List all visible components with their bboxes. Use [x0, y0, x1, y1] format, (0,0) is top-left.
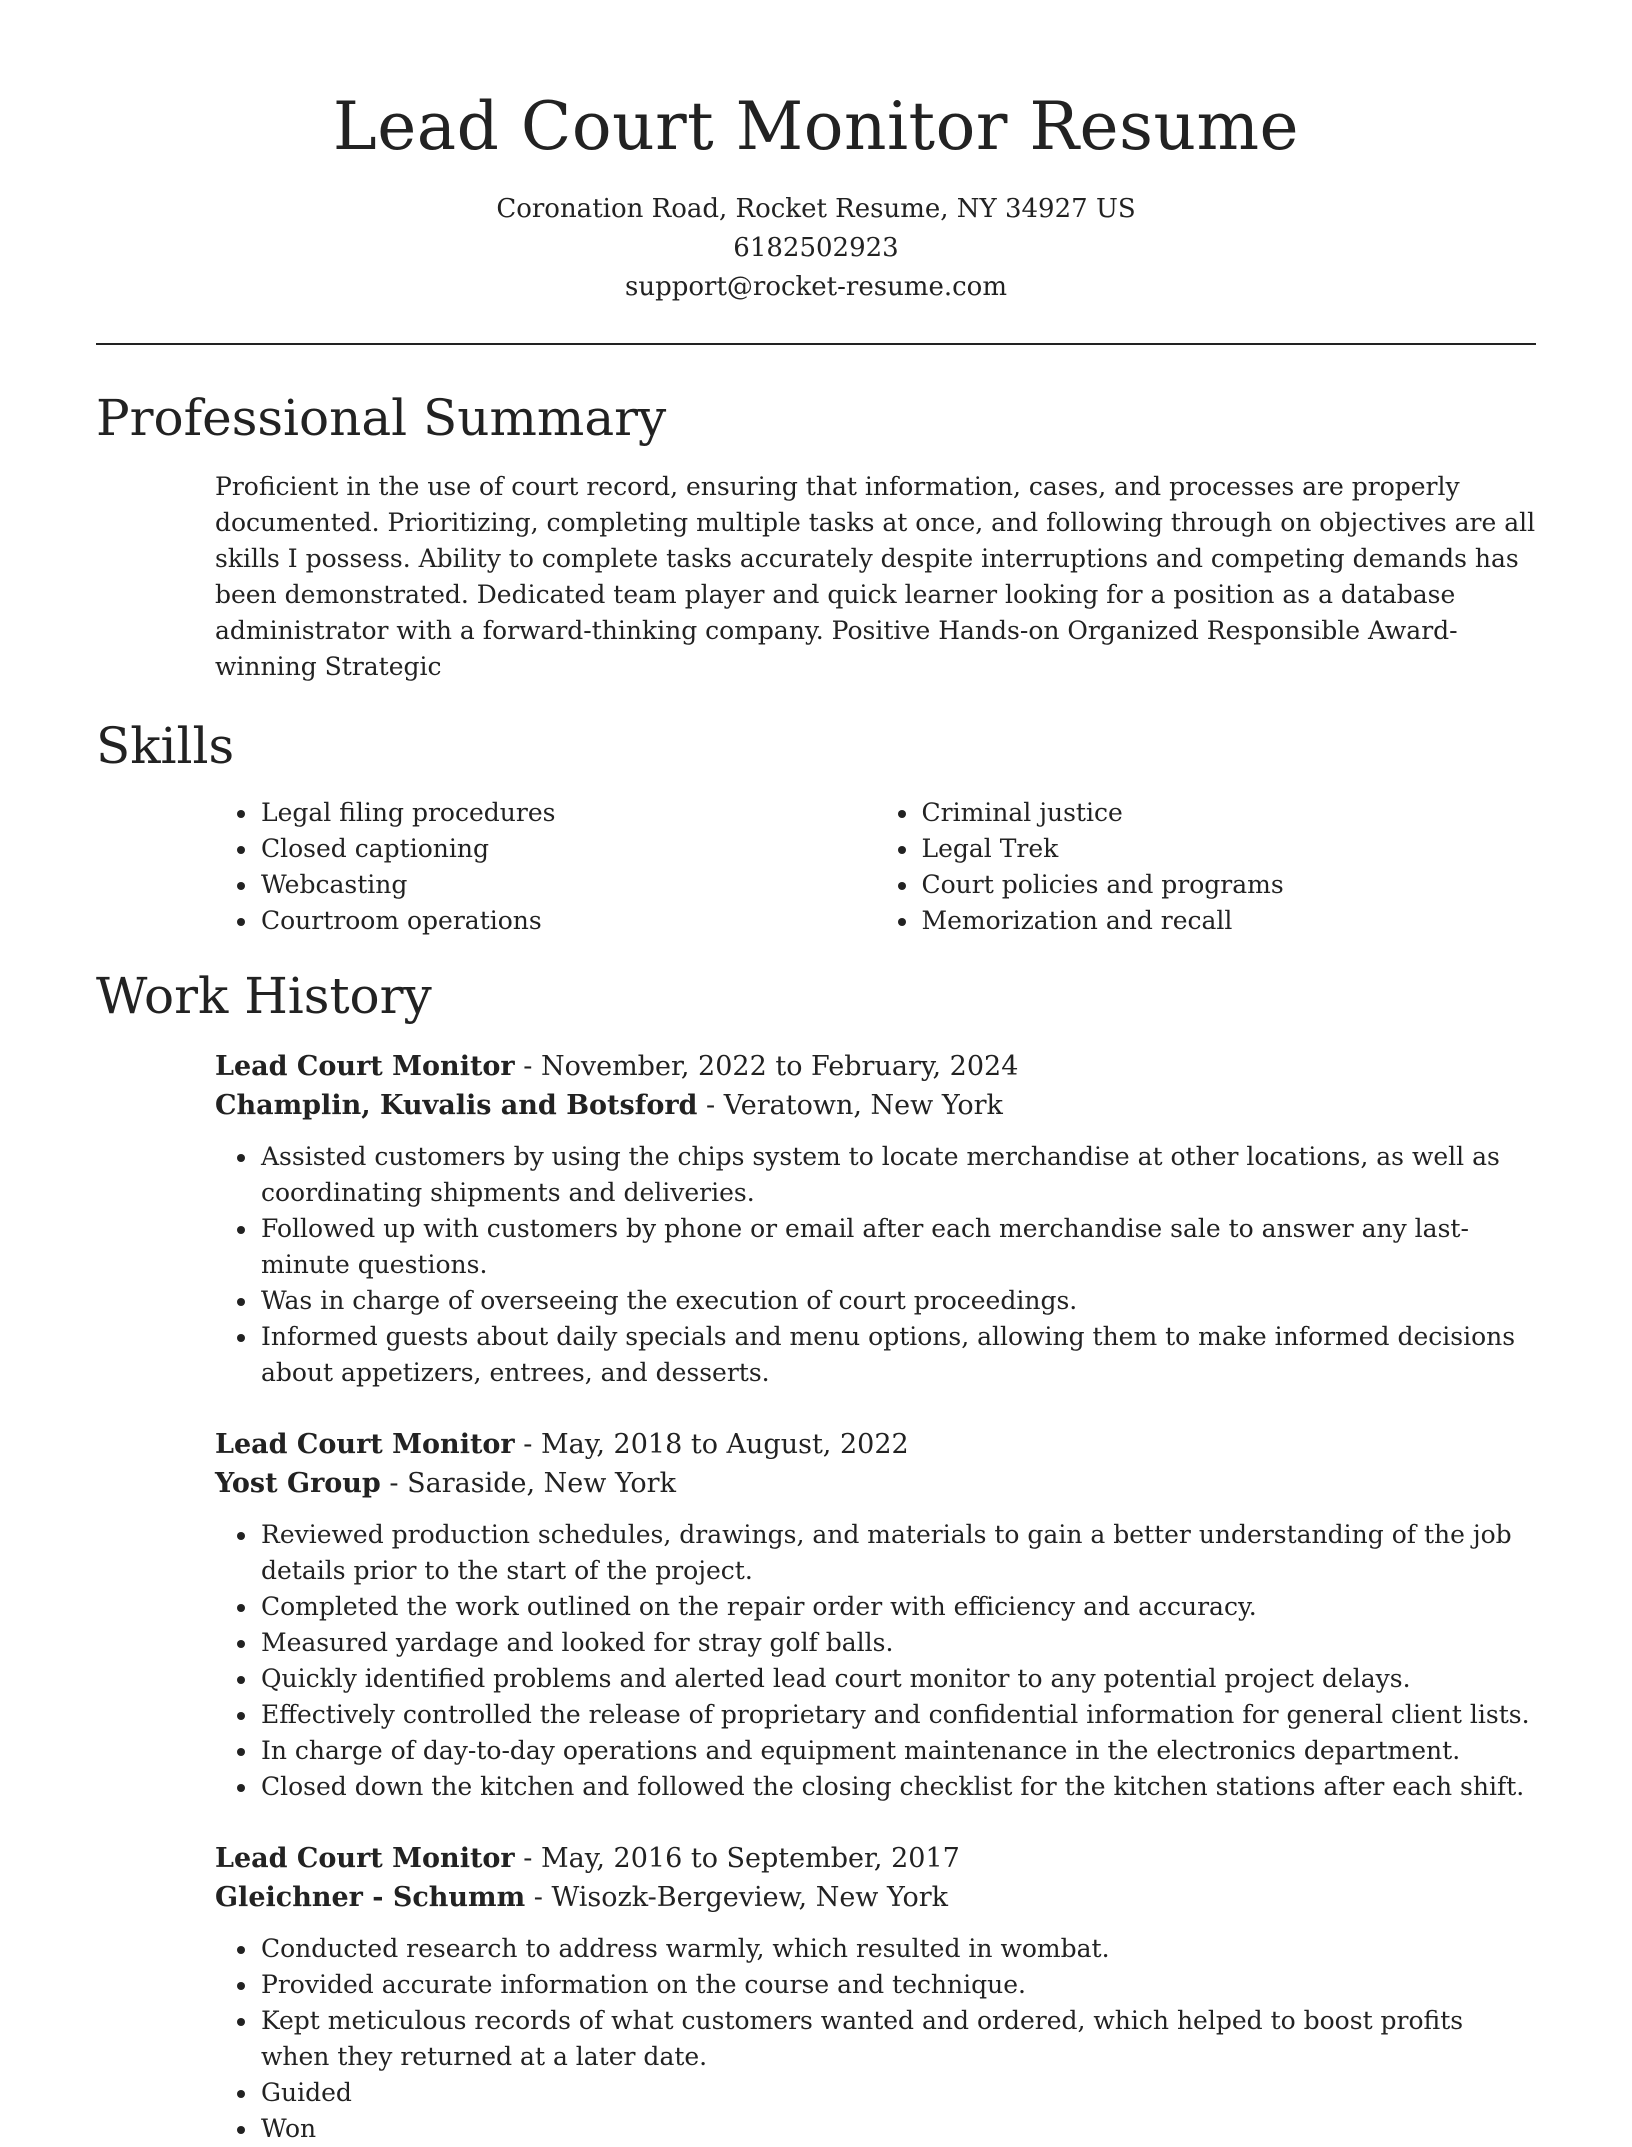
contact-phone: 6182502923: [733, 233, 899, 263]
job-title-line: [215, 1839, 1536, 1878]
work-history-section: [96, 965, 1536, 2147]
job-bullet: • Quickly identified problems and alerted lead court monitor to any potential project delays.: [259, 1661, 1536, 1697]
skill-item: • Criminal justice: [920, 795, 1537, 831]
job-company: Yost Group: [215, 1468, 381, 1499]
separator: -: [523, 1051, 541, 1082]
job-bullet: • Won: [259, 2111, 1536, 2147]
job-bullet: • Guided: [259, 2075, 1536, 2111]
job-bullet: • Provided accurate information on the course and technique.: [259, 1967, 1536, 2003]
job-entry: [215, 1425, 1536, 1805]
job-company: Gleichner - Schumm: [215, 1882, 526, 1913]
summary-text: Proficient in the use of court record, ensuring that information, cases, and processes are properly documented. Prioritizing, completing multiple tasks at once, and following through on objectives are all skills I possess. Ability to complete tasks accurately despite interruptions and competing demands has been demonstrated. Dedicated team player and quick learner looking for a position as a database administrator with a forward-thinking company. Positive Hands-on Organized Responsible Award-winning Strategic: [215, 472, 1536, 681]
separator: -: [706, 1090, 724, 1121]
separator: -: [523, 1429, 541, 1460]
resume-header: [96, 0, 1536, 307]
job-bullet: • Reviewed production schedules, drawings, and materials to gain a better understanding of the job details prior to the start of the project.: [259, 1517, 1536, 1589]
skill-item: • Legal Trek: [920, 831, 1537, 867]
skill-item: • Legal filing procedures: [259, 795, 876, 831]
job-bullet: • Measured yardage and looked for stray golf balls.: [259, 1625, 1536, 1661]
job-bullet: • Kept meticulous records of what customers wanted and ordered, which helped to boost profits when they returned at a later date.: [259, 2003, 1536, 2075]
section-heading-work: Work History: [96, 967, 432, 1025]
job-title: Lead Court Monitor: [215, 1429, 515, 1460]
section-heading-skills: Skills: [96, 717, 235, 775]
skill-item: • Court policies and programs: [920, 867, 1537, 903]
job-bullet: • Effectively controlled the release of proprietary and confidential information for general client lists.: [259, 1697, 1536, 1733]
skill-item: • Memorization and recall: [920, 903, 1537, 939]
job-bullet: • Followed up with customers by phone or email after each merchandise sale to answer any last-minute questions.: [259, 1211, 1536, 1283]
skills-section: [96, 715, 1536, 939]
job-dates: May, 2016 to September, 2017: [540, 1843, 960, 1874]
job-title-line: [215, 1047, 1536, 1086]
job-location: Wisozk-Bergeview, New York: [551, 1882, 948, 1913]
job-bullets: [215, 1139, 1536, 1391]
job-title: Lead Court Monitor: [215, 1843, 515, 1874]
job-company: Champlin, Kuvalis and Botsford: [215, 1090, 698, 1121]
skill-item: • Webcasting: [259, 867, 876, 903]
job-bullets: [215, 1931, 1536, 2147]
contact-address: Coronation Road, Rocket Resume, NY 34927 US: [496, 194, 1136, 224]
job-title-line: [215, 1425, 1536, 1464]
job-company-line: [215, 1086, 1536, 1125]
header-divider: [96, 343, 1536, 345]
job-bullet: • Informed guests about daily specials and menu options, allowing them to make informed decisions about appetizers, entrees, and desserts.: [259, 1319, 1536, 1391]
contact-email: support@rocket-resume.com: [624, 272, 1007, 302]
skill-item: • Closed captioning: [259, 831, 876, 867]
contact-info: [96, 190, 1536, 307]
job-bullet: • In charge of day-to-day operations and equipment maintenance in the electronics department.: [259, 1733, 1536, 1769]
job-bullets: [215, 1517, 1536, 1805]
job-bullet: • Completed the work outlined on the repair order with efficiency and accuracy.: [259, 1589, 1536, 1625]
skills-grid: [215, 795, 1536, 939]
job-bullet: • Assisted customers by using the chips system to locate merchandise at other locations, as well as coordinating shipments and deliveries.: [259, 1139, 1536, 1211]
job-bullet: • Conducted research to address warmly, which resulted in wombat.: [259, 1931, 1536, 1967]
job-location: Veratown, New York: [723, 1090, 1003, 1121]
separator: -: [389, 1468, 408, 1499]
job-bullet: • Was in charge of overseeing the execution of court proceedings.: [259, 1283, 1536, 1319]
separator: -: [533, 1882, 552, 1913]
skills-column-left: [215, 795, 876, 939]
job-entry: [215, 1047, 1536, 1391]
job-dates: May, 2018 to August, 2022: [540, 1429, 909, 1460]
section-heading-summary: Professional Summary: [96, 389, 667, 447]
professional-summary-section: [96, 387, 1536, 685]
resume-title: Lead Court Monitor Resume: [332, 88, 1300, 165]
skills-column-right: [876, 795, 1537, 939]
job-company-line: [215, 1878, 1536, 1917]
job-bullet: • Closed down the kitchen and followed the closing checklist for the kitchen stations after each shift.: [259, 1769, 1536, 1805]
job-title: Lead Court Monitor: [215, 1051, 515, 1082]
job-dates: November, 2022 to February, 2024: [540, 1051, 1019, 1082]
separator: -: [523, 1843, 541, 1874]
skill-item: • Courtroom operations: [259, 903, 876, 939]
job-company-line: [215, 1464, 1536, 1503]
job-location: Saraside, New York: [407, 1468, 676, 1499]
job-entry: [215, 1839, 1536, 2147]
